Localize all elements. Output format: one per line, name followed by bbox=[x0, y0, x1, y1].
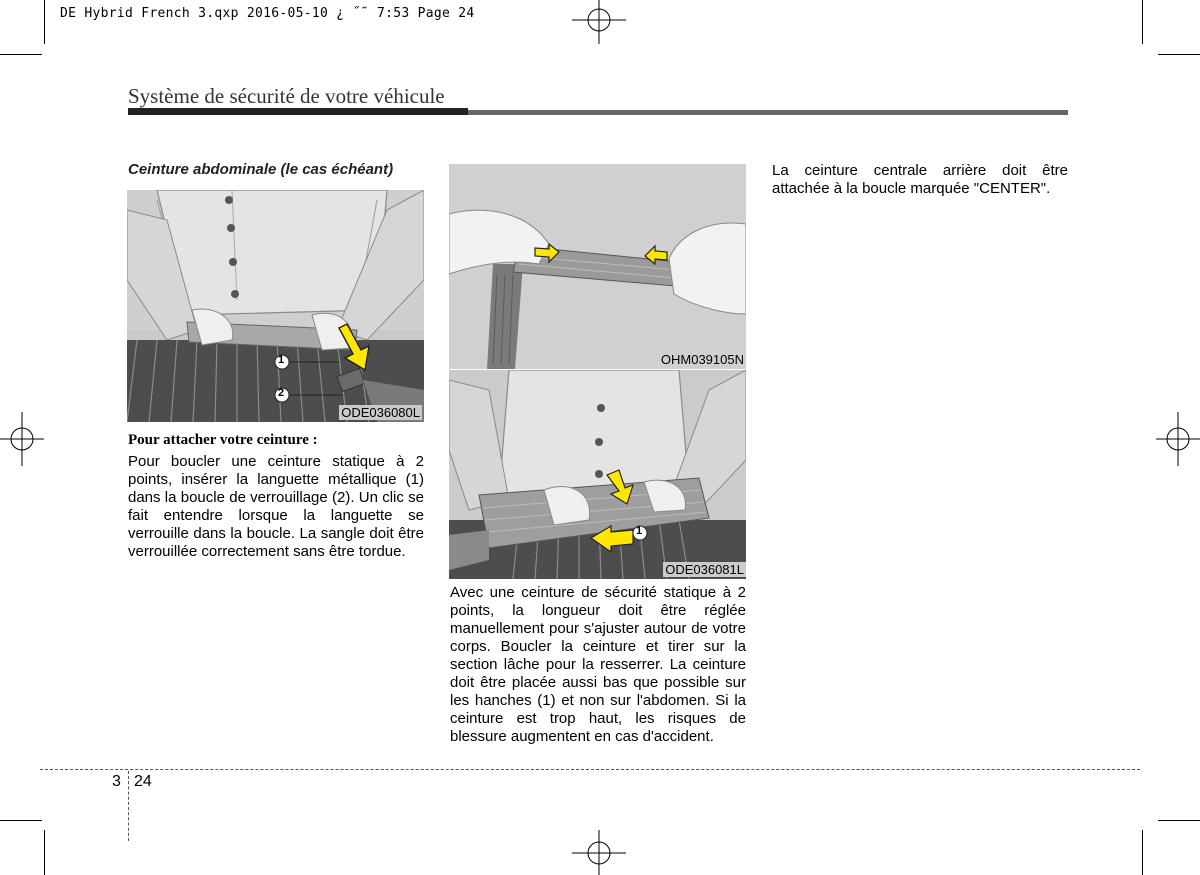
crop-mark bbox=[0, 820, 42, 821]
chapter-number: 3 bbox=[112, 773, 121, 790]
callout-number: 1 bbox=[278, 354, 285, 366]
figure-code: ODE036081L bbox=[665, 562, 744, 577]
registration-target-icon bbox=[572, 0, 626, 44]
figure-lap-belt-buckle bbox=[127, 190, 424, 422]
crop-mark bbox=[44, 0, 45, 44]
crop-mark bbox=[1142, 830, 1143, 875]
page-number: 24 bbox=[134, 773, 152, 790]
print-slug: DE Hybrid French 3.qxp 2016-05-10 ¿ ˝˜ 7:53 Page 24 bbox=[60, 6, 475, 21]
figure-belt-low-on-hips bbox=[449, 370, 746, 579]
footer-rule bbox=[40, 769, 1140, 770]
callout-number: 1 bbox=[636, 525, 643, 537]
figure-code: OHM039105N bbox=[660, 352, 744, 367]
figure-code: ODE036080L bbox=[341, 405, 420, 420]
registration-target-icon bbox=[1156, 412, 1200, 466]
figure-belt-adjust bbox=[449, 164, 746, 369]
how-to-heading: Pour attacher votre ceinture : bbox=[128, 432, 318, 448]
title-rule-accent bbox=[128, 108, 468, 115]
crop-mark bbox=[44, 830, 45, 875]
registration-target-icon bbox=[0, 412, 44, 466]
body-paragraph: La ceinture centrale arrière doit être attachée à la boucle marquée "CENTER". bbox=[772, 162, 1068, 197]
registration-target-icon bbox=[572, 830, 626, 875]
body-paragraph: Pour boucler une ceinture statique à 2 points, insérer la languette métallique (1) dans la boucle de verrouillage (2). Un clic se fait entendre lorsque la languette se verrouille dans la boucle. La sangle doit être verrouillée correctement sans être tordue. bbox=[128, 453, 424, 560]
section-title: Système de sécurité de votre véhicule bbox=[128, 84, 445, 108]
crop-mark bbox=[1158, 820, 1200, 821]
page-number-separator bbox=[128, 771, 129, 841]
body-paragraph: Avec une ceinture de sécurité statique à 2 points, la longueur doit être réglée manuellement pour s'ajuster autour de votre corps. Boucler la ceinture et tirer sur la section lâche pour la resserrer. La ceinture doit être placée aussi bas que possible sur les hanches (1) et non sur l'abdomen. Si la ceinture est trop haut, les risques de blessure augmentent en cas d'accident. bbox=[450, 584, 746, 745]
crop-mark bbox=[1142, 0, 1143, 44]
crop-mark bbox=[1158, 54, 1200, 55]
crop-mark bbox=[0, 54, 42, 55]
callout-number: 2 bbox=[278, 387, 285, 399]
subheading: Ceinture abdominale (le cas échéant) bbox=[128, 161, 394, 178]
